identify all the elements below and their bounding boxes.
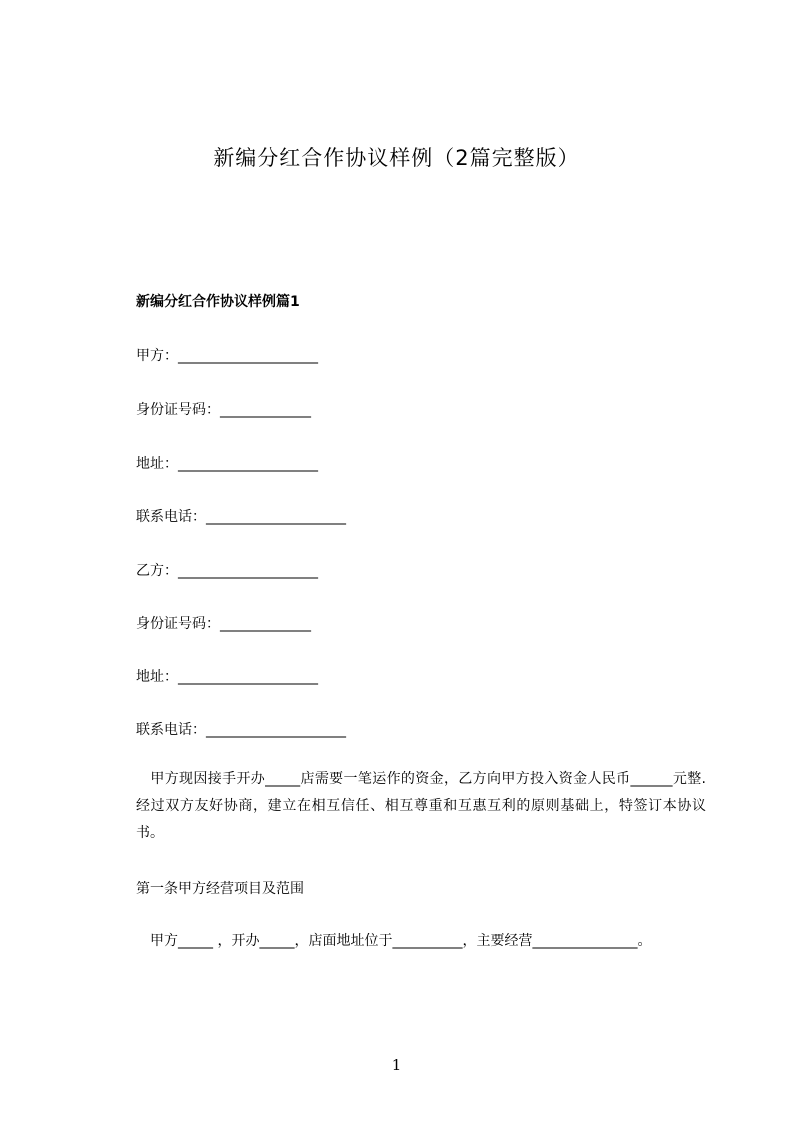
party-b-address-field: 地址：____________________ [136,669,318,685]
document-title: 新编分红合作协议样例（2篇完整版） [213,146,580,170]
party-a-phone-field: 联系电话：____________________ [136,509,346,525]
party-b-id-field: 身份证号码：_____________ [136,616,311,632]
party-a-field: 甲方：____________________ [136,348,318,364]
section-heading: 新编分红合作协议样例篇1 [136,294,300,310]
article-1-title: 第一条甲方经营项目及范围 [136,881,304,897]
party-b-field: 乙方：____________________ [136,563,318,579]
party-a-address-field: 地址：____________________ [136,456,318,472]
page-number: 1 [391,1056,402,1074]
party-b-phone-field: 联系电话：____________________ [136,722,346,738]
article-1-paragraph: 甲方_____ ，开办_____，店面地址位于__________，主要经营_______________。 [136,933,652,949]
intro-paragraph: 甲方现因接手开办_____店需要一笔运作的资金，乙方向甲方投入资金人民币______元整.经过双方友好协商，建立在相互信任、相互尊重和互惠互利的原则基础上，特签订本协议书。 [136,771,706,841]
party-a-id-field: 身份证号码：_____________ [136,402,311,418]
